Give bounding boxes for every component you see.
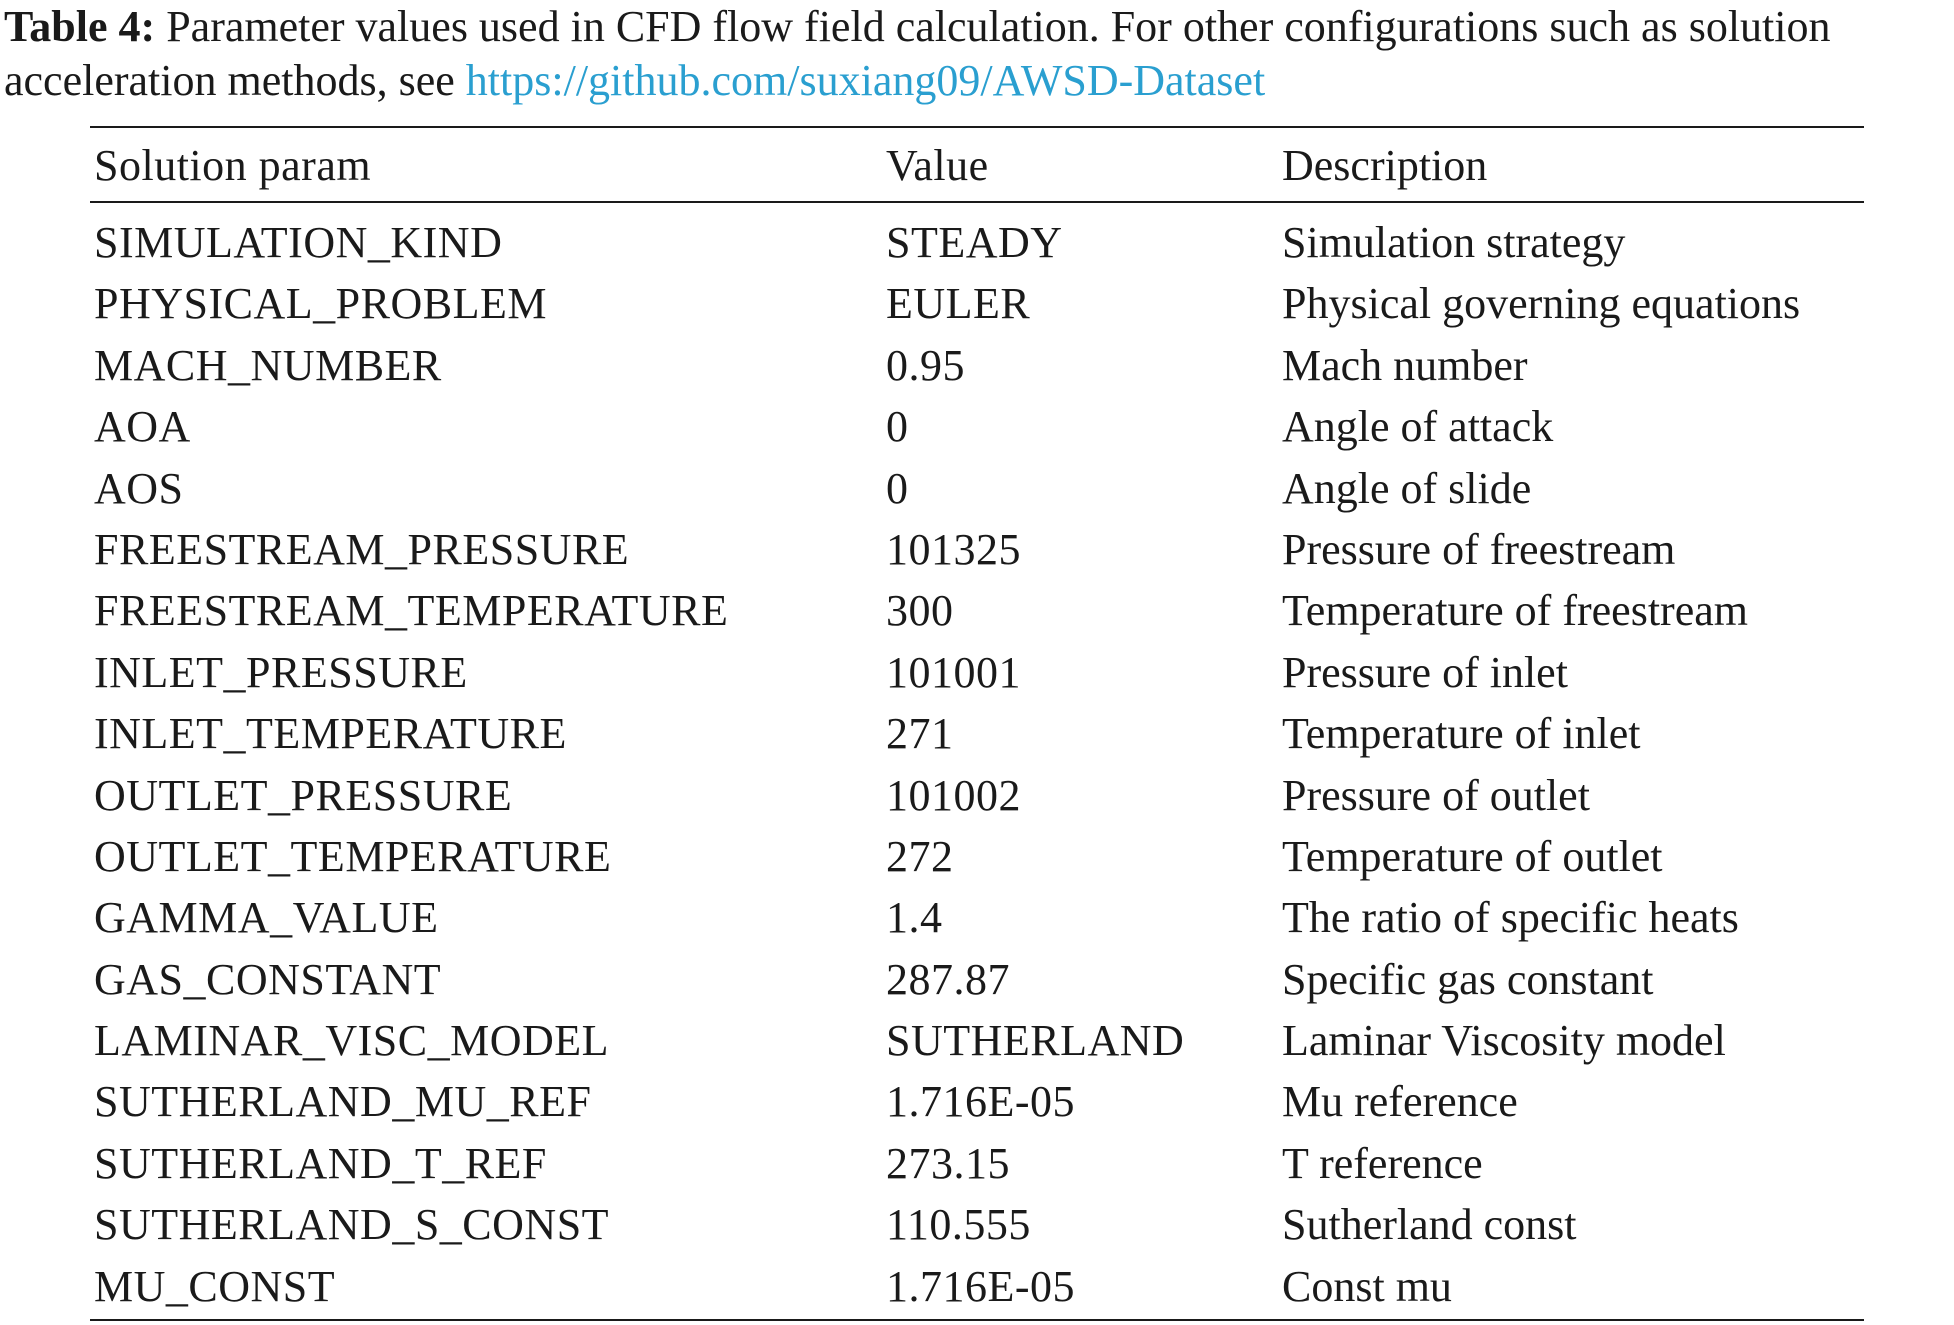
param-cell: OUTLET_PRESSURE xyxy=(94,770,513,820)
value-cell: 101325 xyxy=(886,524,1021,574)
header-solution-param: Solution param xyxy=(94,141,372,190)
value-cell: 273.15 xyxy=(886,1138,1010,1188)
param-cell: MACH_NUMBER xyxy=(94,340,442,390)
param-cell: SIMULATION_KIND xyxy=(94,218,503,267)
description-cell: Laminar Viscosity model xyxy=(1282,1016,1726,1066)
table-row xyxy=(90,1071,1864,1132)
table-row xyxy=(90,396,1864,457)
value-cell: 0.95 xyxy=(886,340,965,390)
value-cell: EULER xyxy=(886,279,1031,329)
description-cell: Angle of slide xyxy=(1282,463,1532,513)
description-cell: Angle of attack xyxy=(1282,402,1554,452)
value-cell: 110.555 xyxy=(886,1200,1031,1250)
param-cell: PHYSICAL_PROBLEM xyxy=(94,279,547,329)
param-cell: GAS_CONSTANT xyxy=(94,954,442,1004)
value-cell: 272 xyxy=(886,831,954,881)
value-cell: 271 xyxy=(886,709,954,759)
dataset-link[interactable]: https://github.com/suxiang09/AWSD-Dataset xyxy=(465,56,1266,105)
description-cell: Pressure of outlet xyxy=(1282,770,1590,820)
table-row xyxy=(90,703,1864,764)
caption-text-2: acceleration methods, see xyxy=(4,56,466,105)
description-cell: Temperature of outlet xyxy=(1282,831,1663,881)
description-cell: The ratio of specific heats xyxy=(1282,893,1739,943)
caption-line-2 xyxy=(4,54,1952,108)
description-cell: T reference xyxy=(1282,1138,1483,1188)
header-description: Description xyxy=(1282,141,1488,190)
table-header-row xyxy=(90,136,1864,196)
param-cell: INLET_TEMPERATURE xyxy=(94,709,567,759)
description-cell: Specific gas constant xyxy=(1282,954,1654,1004)
table-row xyxy=(90,826,1864,887)
description-cell: Physical governing equations xyxy=(1282,279,1801,329)
param-cell: FREESTREAM_PRESSURE xyxy=(94,524,630,574)
caption-line-1 xyxy=(4,0,1952,54)
value-cell: 101002 xyxy=(886,770,1021,820)
table-row xyxy=(90,1194,1864,1255)
table-row xyxy=(90,273,1864,334)
table-row xyxy=(90,642,1864,703)
param-cell: SUTHERLAND_S_CONST xyxy=(94,1200,610,1250)
description-cell: Simulation strategy xyxy=(1282,218,1626,267)
value-cell: 1.716E-05 xyxy=(886,1261,1076,1311)
table-row xyxy=(90,212,1864,273)
table-body xyxy=(90,212,1864,1317)
description-cell: Pressure of inlet xyxy=(1282,647,1568,697)
table-row xyxy=(90,335,1864,396)
table-row xyxy=(90,458,1864,519)
table-row xyxy=(90,949,1864,1010)
table-row xyxy=(90,1133,1864,1194)
caption-label: Table 4: xyxy=(4,2,156,51)
table-top-rule xyxy=(90,126,1864,128)
param-cell: FREESTREAM_TEMPERATURE xyxy=(94,586,729,636)
description-cell: Pressure of freestream xyxy=(1282,524,1676,574)
value-cell: SUTHERLAND xyxy=(886,1016,1185,1066)
value-cell: 1.4 xyxy=(886,893,943,943)
value-cell: STEADY xyxy=(886,218,1063,267)
description-cell: Temperature of freestream xyxy=(1282,586,1748,636)
value-cell: 0 xyxy=(886,463,909,513)
table-row xyxy=(90,580,1864,641)
description-cell: Const mu xyxy=(1282,1261,1452,1311)
table-row xyxy=(90,519,1864,580)
param-cell: INLET_PRESSURE xyxy=(94,647,468,697)
param-cell: MU_CONST xyxy=(94,1261,336,1311)
table-header-rule xyxy=(90,201,1864,203)
param-cell: GAMMA_VALUE xyxy=(94,893,439,943)
table-row xyxy=(90,1010,1864,1071)
value-cell: 287.87 xyxy=(886,954,1010,1004)
param-cell: AOA xyxy=(94,402,191,452)
description-cell: Temperature of inlet xyxy=(1282,709,1641,759)
param-cell: SUTHERLAND_MU_REF xyxy=(94,1077,592,1127)
table-caption xyxy=(4,0,1952,108)
value-cell: 0 xyxy=(886,402,909,452)
param-cell: OUTLET_TEMPERATURE xyxy=(94,831,612,881)
description-cell: Mach number xyxy=(1282,340,1528,390)
caption-text-1: Parameter values used in CFD flow field calculation. For other configurations such as solution xyxy=(155,2,1831,51)
description-cell: Sutherland const xyxy=(1282,1200,1577,1250)
param-cell: LAMINAR_VISC_MODEL xyxy=(94,1016,609,1066)
table-bottom-rule xyxy=(90,1319,1864,1321)
table-row xyxy=(90,887,1864,948)
header-value: Value xyxy=(886,141,989,190)
value-cell: 300 xyxy=(886,586,954,636)
param-cell: SUTHERLAND_T_REF xyxy=(94,1138,547,1188)
table-row xyxy=(90,1256,1864,1317)
description-cell: Mu reference xyxy=(1282,1077,1518,1127)
value-cell: 1.716E-05 xyxy=(886,1077,1076,1127)
table-row xyxy=(90,765,1864,826)
param-cell: AOS xyxy=(94,463,184,513)
value-cell: 101001 xyxy=(886,647,1021,697)
